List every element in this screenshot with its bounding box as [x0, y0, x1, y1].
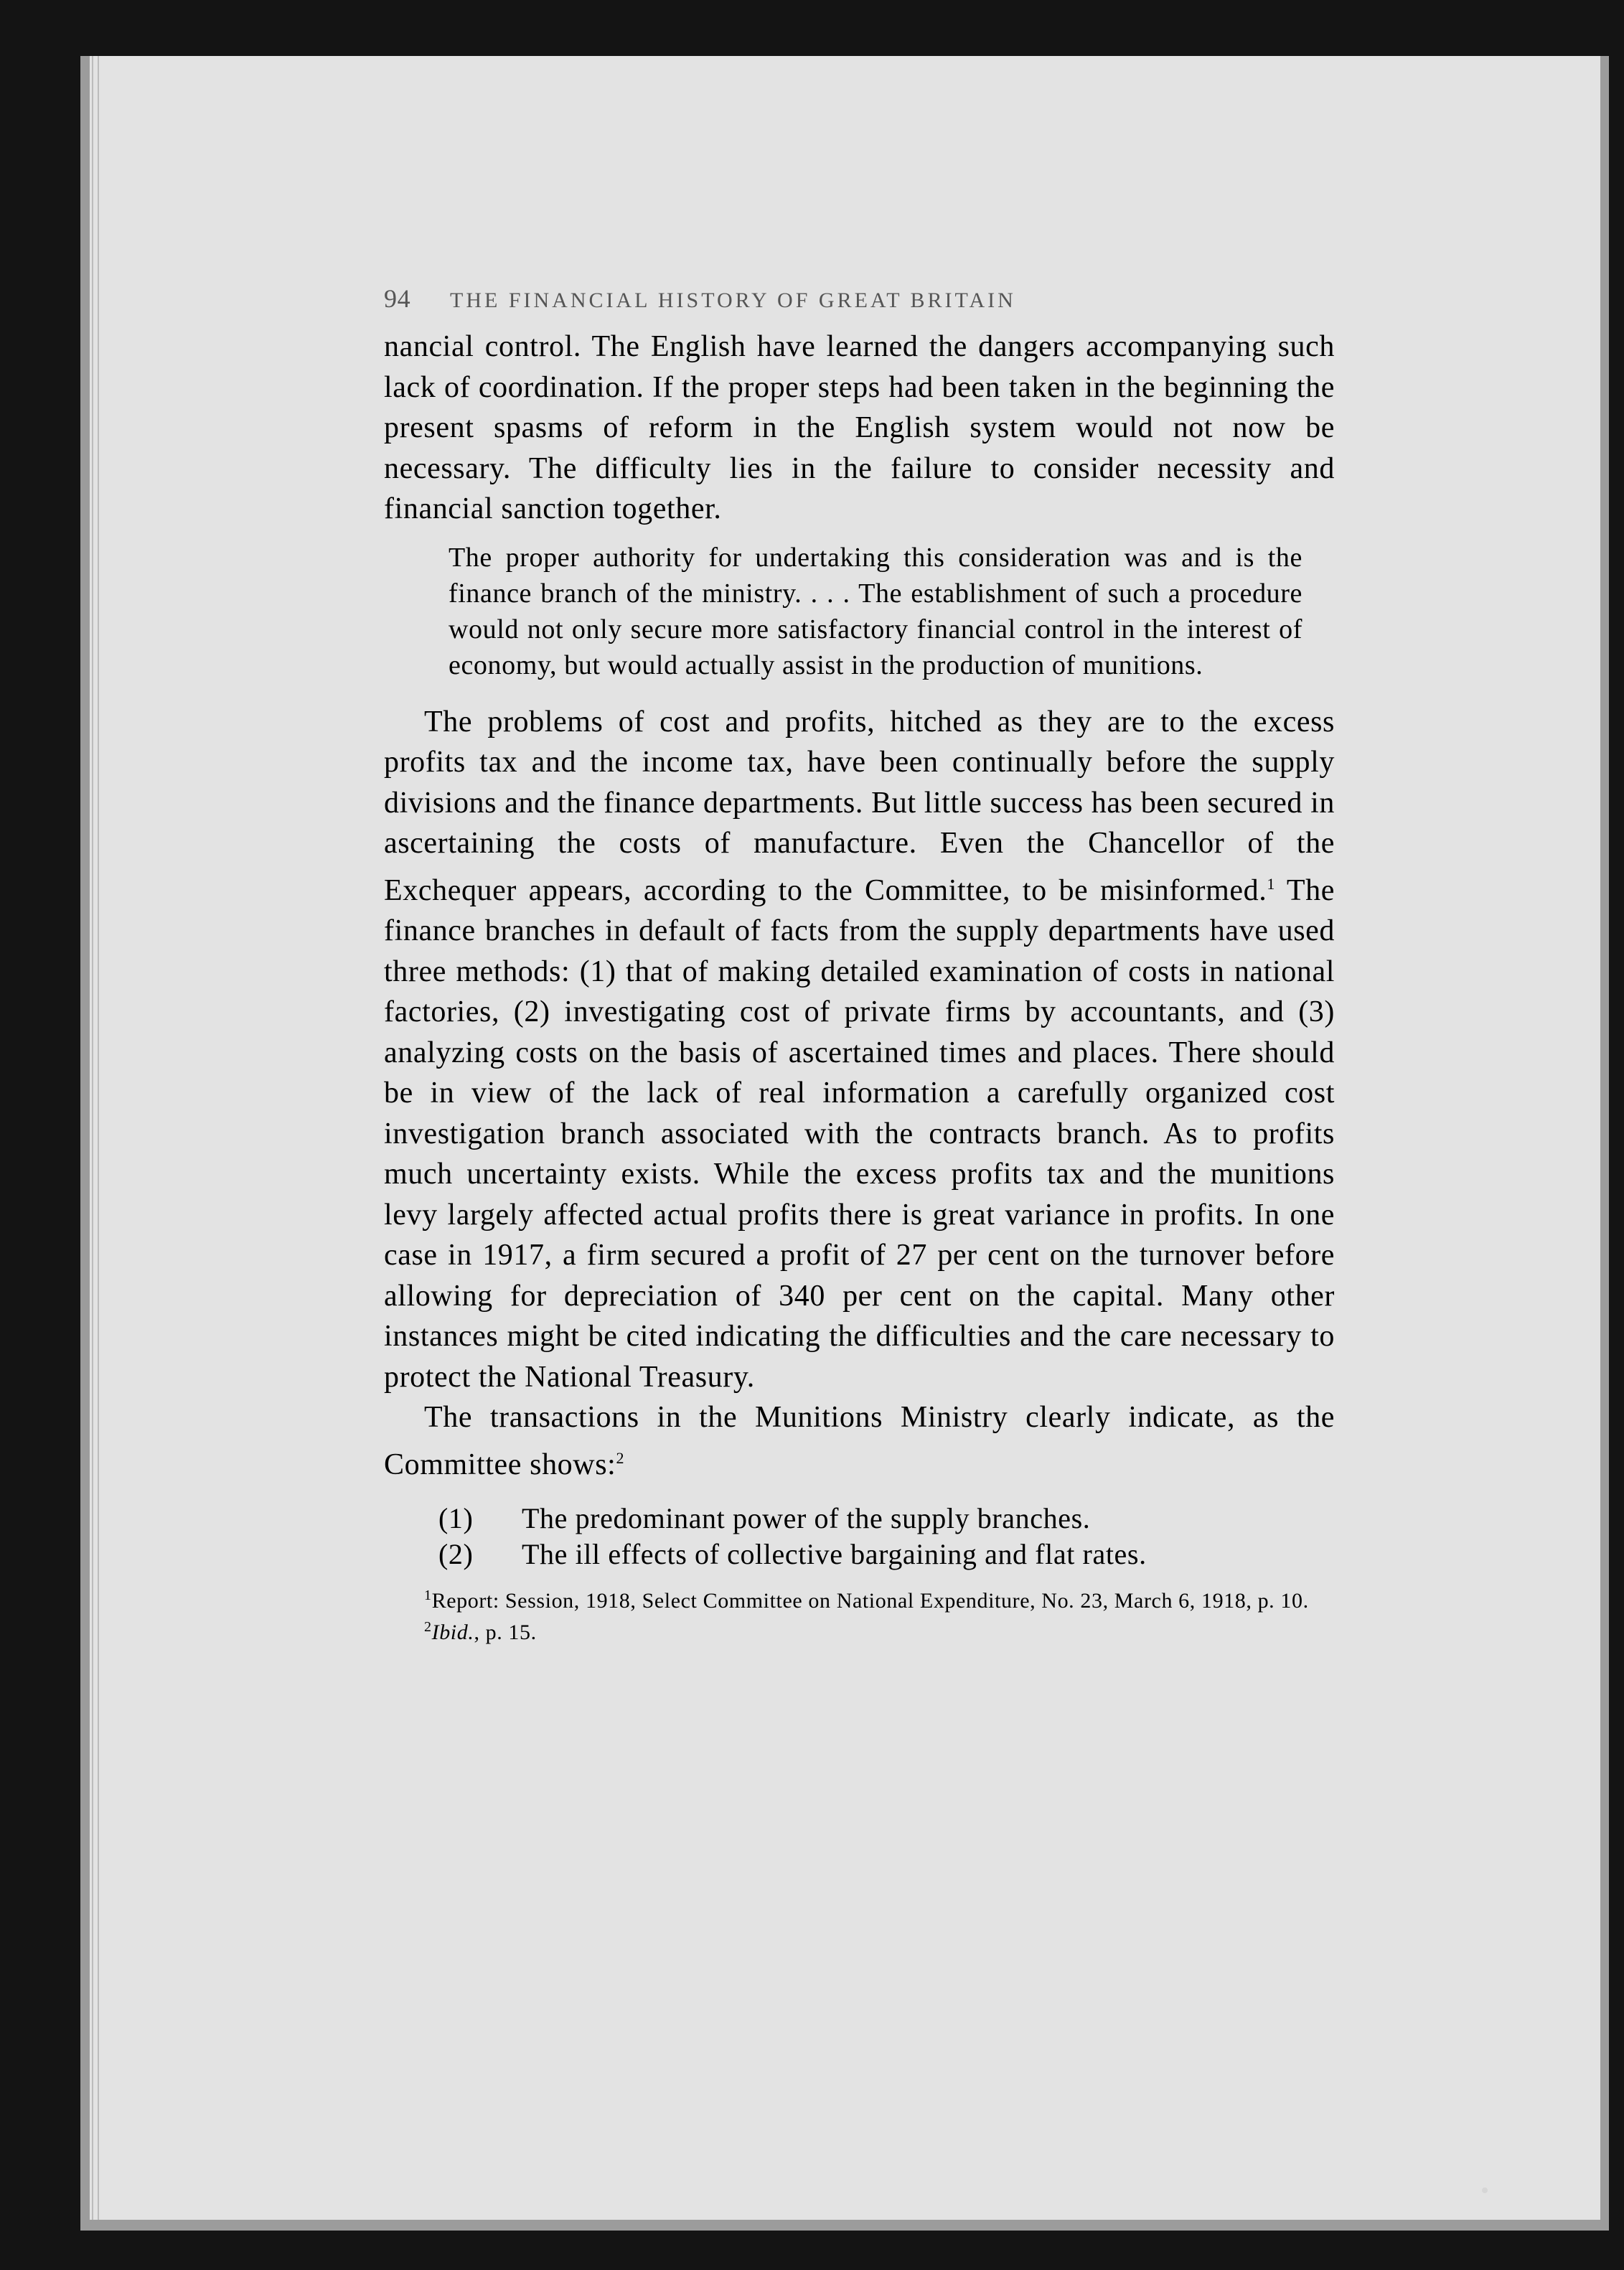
footnote-text: , p. 15. — [474, 1621, 537, 1644]
page-edge-line — [98, 56, 99, 2220]
footnote-1 — [384, 1582, 1335, 1614]
paragraph-3-text: The transactions in the Munitions Ministry clearly indicate, as the Committee shows: — [384, 1401, 1335, 1481]
running-title: THE FINANCIAL HISTORY OF GREAT BRITAIN — [450, 289, 1016, 312]
list-item-text: The ill effects of collective bargaining and flat rates. — [522, 1538, 1147, 1570]
footnote-ibid: Ibid. — [431, 1621, 474, 1644]
running-head — [384, 283, 1335, 314]
numbered-list — [438, 1501, 1335, 1572]
list-item — [438, 1501, 1335, 1537]
paragraph-3 — [384, 1397, 1335, 1485]
paper-speck — [1482, 2187, 1488, 2193]
footnote-text: Report: Session, 1918, Select Committee on National Expenditure, No. 23, March 6, 1918, p. 10. — [431, 1589, 1309, 1613]
block-quote: The proper authority for undertaking this consideration was and is the finance branch of the ministry. . . . The establishment of such a procedure would not only secure more satisfactory financial control in the interest of economy, but would actually assist in the production of munitions. — [449, 542, 1303, 680]
text-block — [384, 283, 1335, 1646]
footnote-marker: 1 — [424, 1587, 432, 1603]
footnote-2 — [424, 1614, 1335, 1646]
paragraph-2-text-b: The finance branches in default of facts from the supply departments have used three methods: (1) that of making detailed examination of costs in national factories, (2) investigating cost of private firms by accountants, and (3) analyzing costs on the basis of ascertained times and places. There should be in view of the lack of real information a carefully organized cost investigation branch associated with the contracts branch. As to profits much uncertainty exists. While the excess profits tax and the munitions levy largely affected actual profits there is great variance in profits. In one case in 1917, a firm secured a profit of 27 per cent on the turnover before allowing for depreciation of 340 per cent on the capital. Many other instances might be cited indicating the difficulties and the care necessary to protect the National Treasury. — [384, 873, 1335, 1394]
paragraph-1: nancial control. The English have learned the dangers accompanying such lack of coordination. If the proper steps had been taken in the beginning the present spasms of reform in the English system would not now be necessary. The difficulty lies in the failure to consider necessity and financial sanction together. — [384, 330, 1335, 525]
list-item-number: (2) — [438, 1538, 474, 1570]
footnote-ref-1: 1 — [1267, 874, 1275, 893]
footnote-marker: 2 — [424, 1619, 432, 1635]
page-number: 94 — [384, 284, 411, 313]
footnotes — [384, 1582, 1335, 1646]
paragraph-2-text-a: The problems of cost and profits, hitched as they are to the excess profits tax and the income tax, have been continually before the supply divisions and the finance departments. But little success has been secured in ascertaining the costs of manufacture. Even the Chancellor of the Exchequer appears, according to the Committee, to be misinformed. — [384, 705, 1335, 907]
list-item-number: (1) — [438, 1502, 474, 1534]
list-item-text: The predominant power of the supply branches. — [522, 1502, 1091, 1534]
footnote-ref-2: 2 — [616, 1448, 625, 1467]
list-item — [438, 1537, 1335, 1572]
page-edge-line — [92, 56, 93, 2220]
paragraph-2 — [384, 702, 1335, 1398]
